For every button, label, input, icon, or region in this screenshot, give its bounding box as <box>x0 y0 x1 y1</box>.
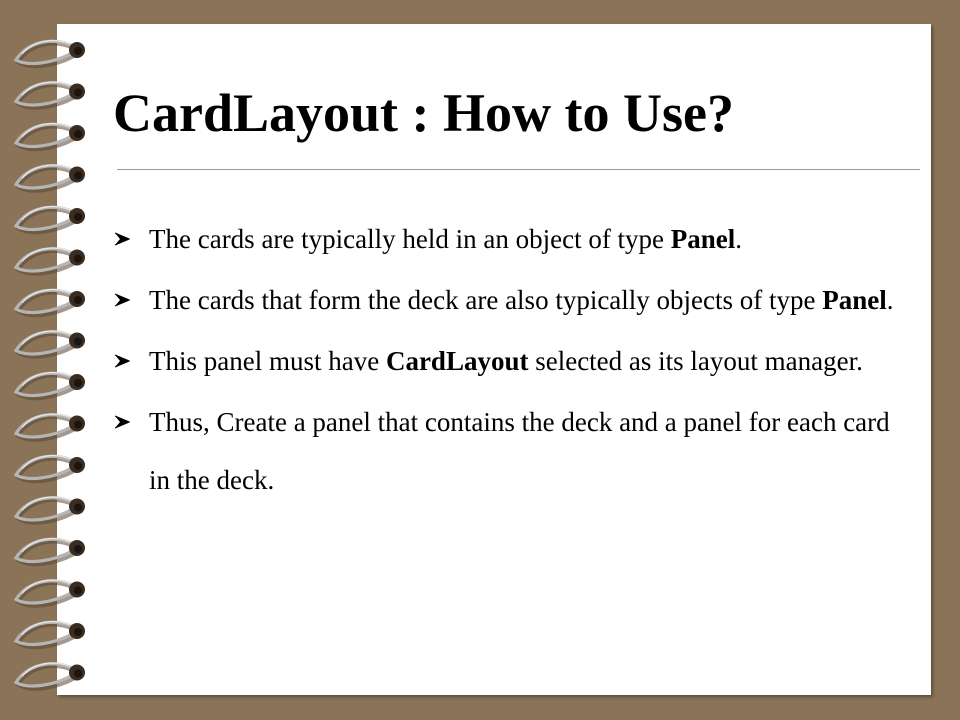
bullet-text-pre: Thus, Create a panel that contains the deck and a panel for each card in the deck. <box>149 407 890 495</box>
bullet-text-post: . <box>886 285 894 315</box>
bullet-text-bold: CardLayout <box>385 346 529 376</box>
bullet-text-pre: The cards are typically held in an object of type <box>149 224 671 254</box>
bullet-text-bold: Panel <box>822 285 887 315</box>
arrow-bullet-icon <box>114 332 136 390</box>
bullet-text-pre: This panel must have <box>149 346 386 376</box>
bullet-text-bold: Panel <box>670 224 736 254</box>
arrow-bullet-icon <box>114 210 136 268</box>
bullet-item-3 <box>113 332 913 390</box>
title-divider <box>117 169 920 170</box>
arrow-bullet-icon <box>114 271 136 329</box>
bullet-text-post: . <box>735 224 743 254</box>
arrow-bullet-icon <box>114 393 136 451</box>
slide-title: CardLayout : How to Use? <box>113 83 734 143</box>
bullet-item-4 <box>113 393 913 509</box>
bullet-text-pre: The cards that form the deck are also typically objects of type <box>149 285 823 315</box>
bullet-text-post: selected as its layout manager. <box>528 346 863 376</box>
bullet-item-1 <box>113 210 913 268</box>
bullet-list <box>113 210 913 529</box>
bullet-item-2 <box>113 271 913 329</box>
